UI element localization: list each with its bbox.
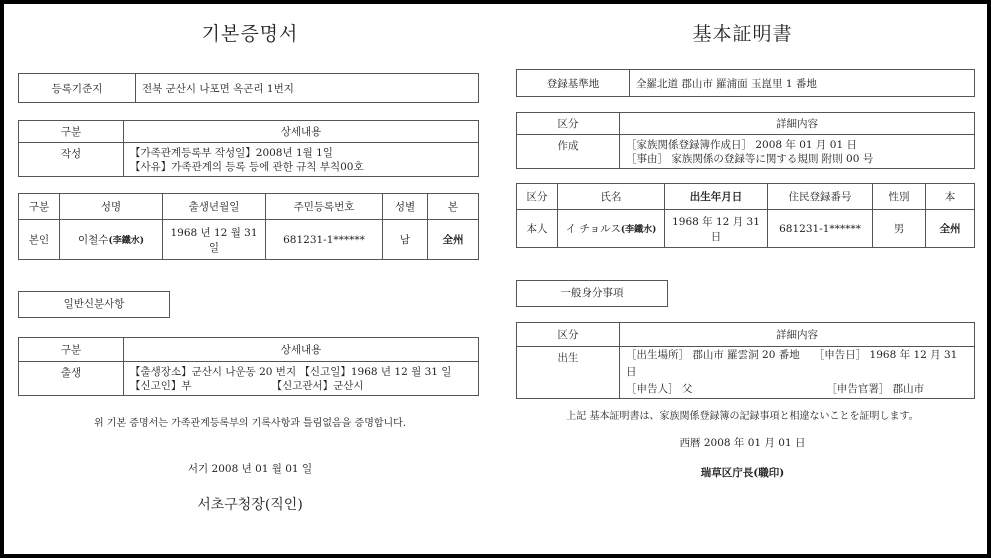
person-header-id: 주민등록번호 [266, 194, 383, 220]
person-type-jp: 本人 [517, 210, 558, 248]
record-table [18, 120, 479, 177]
birth-report-date: 【신고일】1968 년 12 월 31 일 [299, 365, 452, 378]
birth-office-jp: ［申告官署］ 郡山市 [826, 383, 925, 395]
birth-place: 【출생장소】군산시 나운동 20 번지 [130, 365, 297, 378]
person-name: 이철수 [78, 234, 109, 246]
person-name-cell-jp [558, 210, 665, 248]
birth-record-table-jp [516, 322, 975, 399]
general-section-label-jp: 一般身分事項 [516, 280, 668, 307]
issuer: 서초구청장(직인) [197, 497, 303, 513]
person-id: 681231-1****** [266, 220, 383, 260]
birth-col-type-header: 구분 [19, 338, 124, 362]
registration-label: 등록기준지 [19, 74, 136, 103]
issuer-jp: 瑞草区庁長(職印) [700, 467, 785, 479]
registration-table [18, 73, 479, 103]
person-header-sex-jp: 性別 [873, 184, 926, 210]
person-origin-jp: 全州 [926, 210, 975, 248]
certification-statement-jp: 上記 基本証明書は、家族関係登録簿の記録事項と相違ないことを証明します。 [566, 411, 919, 422]
birth-record-table [18, 337, 479, 396]
record-line-2-jp: ［事由］ 家族関係の登録等に関する規則 附則 00 号 [626, 152, 874, 165]
certification-statement: 위 기본 증명서는 가족관계등록부의 기록사항과 틀림없음을 증명합니다. [93, 418, 407, 429]
record-line-1: 【가족관계등록부 작성일】2008년 1월 1일 [130, 146, 333, 159]
japanese-certificate [498, 4, 987, 554]
person-header-type: 구분 [19, 194, 60, 220]
person-table [18, 193, 479, 260]
person-header-birth: 출생년월일 [163, 194, 266, 220]
person-table-jp [516, 183, 975, 248]
person-header-origin: 본 [428, 194, 479, 220]
birth-reporter-jp: ［申告人］ 父 [626, 383, 693, 395]
registration-table-jp [516, 69, 975, 97]
record-line-1-jp: ［家族関係登録簿作成日］ 2008 年 01 月 01 日 [626, 138, 857, 151]
person-name-cell [60, 220, 163, 260]
registration-value: 전북 군산시 나포면 옥곤리 1번지 [136, 74, 479, 103]
birth-report-date-jp: ［申告日］ 1968 年 12 月 31 日 [626, 349, 958, 378]
person-header-origin-jp: 本 [926, 184, 975, 210]
page-title-jp: 基本証明書 [692, 23, 793, 45]
person-header-id-jp: 住民登録番号 [768, 184, 873, 210]
birth-col-detail-header-jp: 詳細内容 [620, 323, 975, 347]
col-detail-header-jp: 詳細内容 [620, 113, 975, 135]
registration-label-jp: 登録基準地 [517, 70, 630, 97]
page-title: 기본증명서 [201, 23, 299, 45]
person-birth-jp: 1968 年 12 月 31 日 [665, 210, 768, 248]
document-frame [4, 4, 987, 554]
general-section-label: 일반신분사항 [18, 291, 170, 318]
person-id-jp: 681231-1****** [768, 210, 873, 248]
person-birth: 1968 년 12 월 31 일 [163, 220, 266, 260]
issue-date: 서기 2008 년 01 월 01 일 [187, 463, 313, 475]
person-header-type-jp: 区分 [517, 184, 558, 210]
person-sex: 남 [383, 220, 428, 260]
person-origin: 全州 [428, 220, 479, 260]
person-header-birth-jp: 出生年月日 [665, 184, 768, 210]
record-table-jp [516, 112, 975, 169]
birth-col-type-header-jp: 区分 [517, 323, 620, 347]
birth-office: 【신고관서】군산시 [271, 379, 364, 392]
record-type-jp: 作成 [517, 135, 620, 169]
birth-col-detail-header: 상세내용 [124, 338, 479, 362]
person-header-name-jp: 氏名 [558, 184, 665, 210]
korean-certificate [4, 4, 496, 554]
birth-type-jp: 出生 [517, 347, 620, 399]
person-header-name: 성명 [60, 194, 163, 220]
record-line-2: 【사유】가족관계의 등록 등에 관한 규칙 부칙00호 [130, 160, 364, 173]
col-type-header: 구분 [19, 121, 124, 143]
person-name-jp: イ チョルス [565, 223, 621, 235]
record-type: 작성 [19, 143, 124, 177]
person-type: 본인 [19, 220, 60, 260]
person-header-sex: 성별 [383, 194, 428, 220]
person-sex-jp: 男 [873, 210, 926, 248]
birth-reporter: 【신고인】부 [130, 379, 192, 392]
col-detail-header: 상세내용 [124, 121, 479, 143]
person-name-hanja-jp: (李鐵水) [620, 225, 657, 235]
person-name-hanja: (李鐵水) [108, 236, 144, 246]
col-type-header-jp: 区分 [517, 113, 620, 135]
registration-value-jp: 全羅北道 郡山市 羅浦面 玉崑里 1 番地 [630, 70, 975, 97]
birth-place-jp: ［出生場所］ 郡山市 羅雲洞 20 番地 [626, 349, 800, 361]
issue-date-jp: 西暦 2008 年 01 月 01 日 [679, 437, 806, 449]
birth-type: 출생 [19, 362, 124, 396]
